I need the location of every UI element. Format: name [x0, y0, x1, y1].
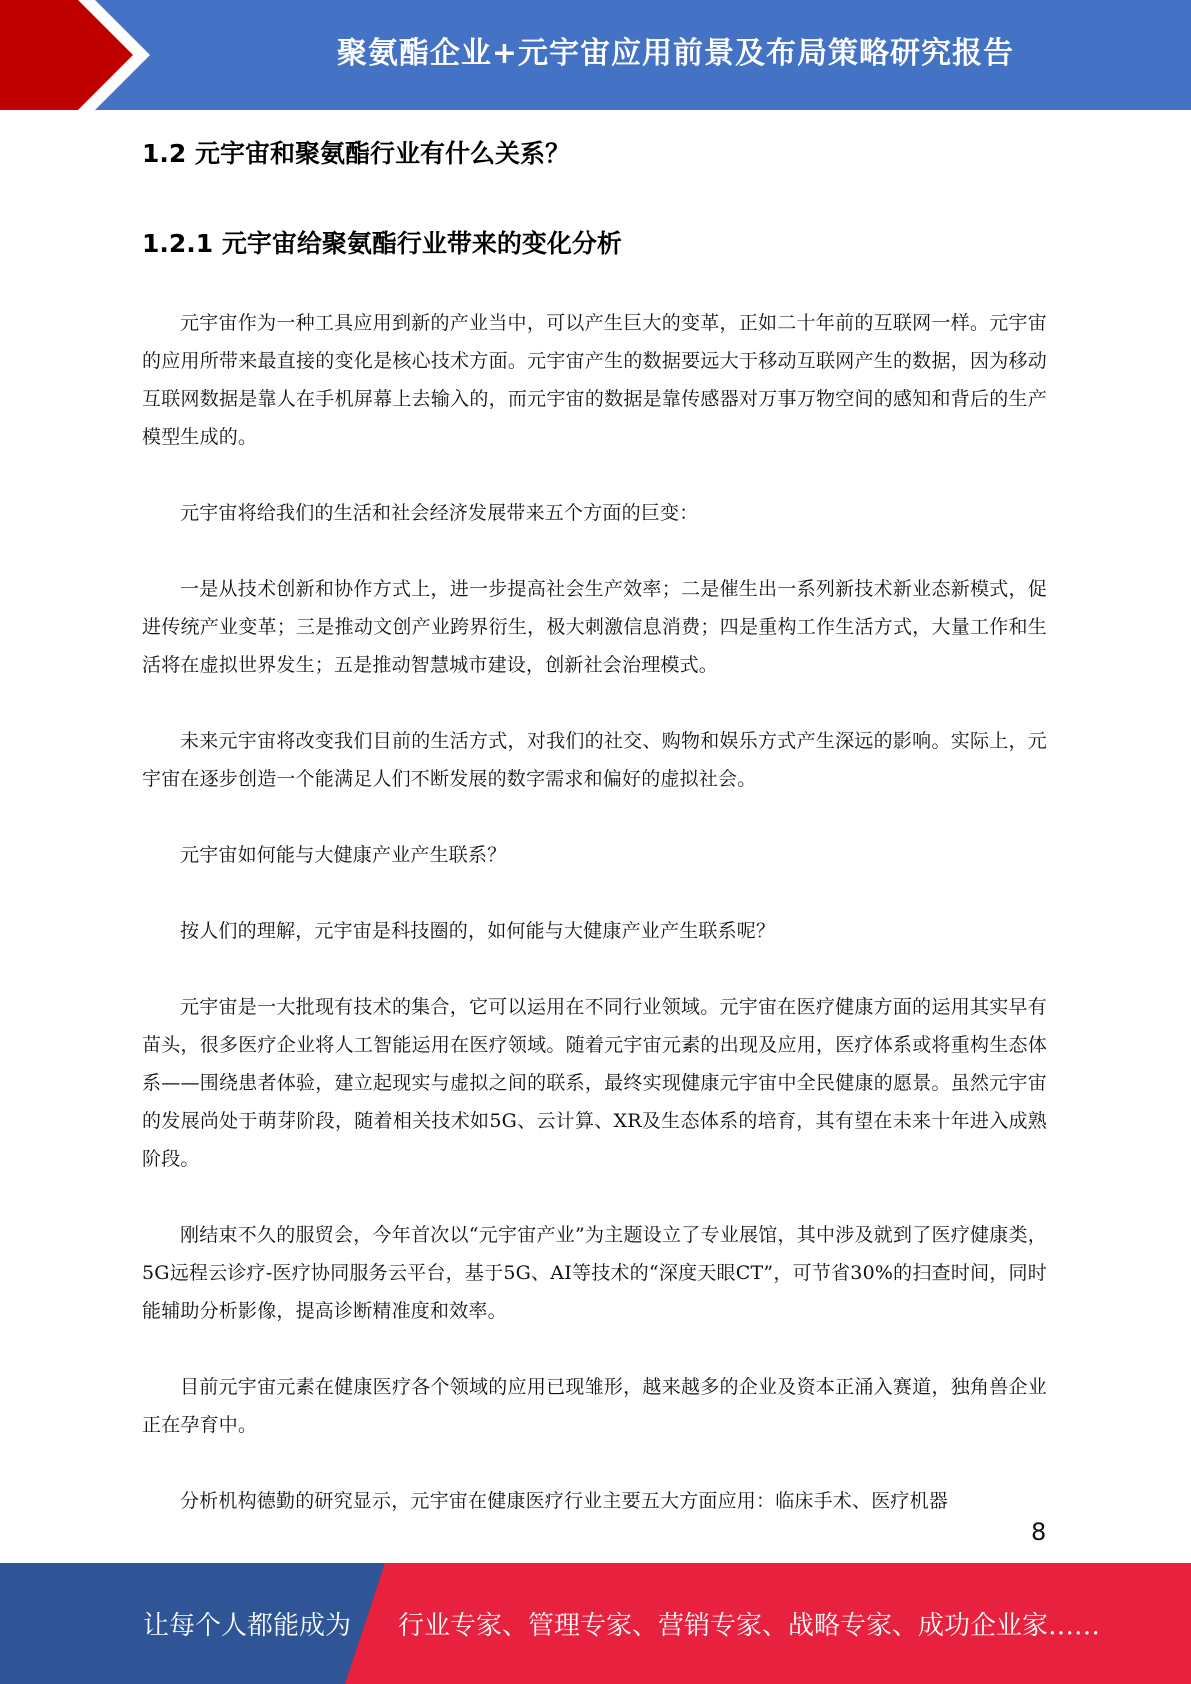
page-header [0, 0, 1191, 110]
report-title: 聚氨酯企业+元宇宙应用前景及布局策略研究报告 [336, 36, 1015, 71]
paragraph: 分析机构德勤的研究显示，元宇宙在健康医疗行业主要五大方面应用：临床手术、医疗机器 [180, 1490, 949, 1512]
footer-slogan-right: 行业专家、管理专家、营销专家、战略专家、成功企业家…… [398, 1611, 1101, 1641]
paragraph: 刚结束不久的服贸会，今年首次以“元宇宙产业”为主题设立了专业展馆，其中涉及就到了医疗健康类，5G远程云诊疗-医疗协同服务云平台，基于5G、AI等技术的“深度天眼CT”，可节省30%的扫查时间，同时能辅助分析影像，提高诊断精准度和效率。 [142, 1224, 1047, 1322]
page-footer [0, 1563, 1191, 1684]
page-number: 8 [1031, 1518, 1047, 1546]
section-heading: 1.2 元宇宙和聚氨酯行业有什么关系？ [142, 139, 570, 168]
header-arrow-icon [0, 0, 160, 110]
paragraph: 目前元宇宙元素在健康医疗各个领域的应用已现雏形，越来越多的企业及资本正涌入赛道，独角兽企业正在孕育中。 [142, 1376, 1047, 1436]
paragraph: 元宇宙如何能与大健康产业产生联系？ [180, 844, 507, 866]
paragraph: 按人们的理解，元宇宙是科技圈的，如何能与大健康产业产生联系呢？ [180, 920, 776, 942]
paragraph: 元宇宙将给我们的生活和社会经济发展带来五个方面的巨变： [180, 502, 699, 524]
paragraph: 未来元宇宙将改变我们目前的生活方式，对我们的社交、购物和娱乐方式产生深远的影响。实际上，元宇宙在逐步创造一个能满足人们不断发展的数字需求和偏好的虚拟社会。 [142, 730, 1047, 790]
body-text [142, 304, 1047, 1558]
paragraph: 元宇宙作为一种工具应用到新的产业当中，可以产生巨大的变革，正如二十年前的互联网一样。元宇宙的应用所带来最直接的变化是核心技术方面。元宇宙产生的数据要远大于移动互联网产生的数据，因为移动互联网数据是靠人在手机屏幕上去输入的，而元宇宙的数据是靠传感器对万事万物空间的感知和背后的生产模型生成的。 [142, 312, 1047, 448]
paragraph: 元宇宙是一大批现有技术的集合，它可以运用在不同行业领域。元宇宙在医疗健康方面的运用其实早有苗头，很多医疗企业将人工智能运用在医疗领域。随着元宇宙元素的出现及应用，医疗体系或将重构生态体系——围绕患者体验，建立起现实与虚拟之间的联系，最终实现健康元宇宙中全民健康的愿景。虽然元宇宙的发展尚处于萌芽阶段，随着相关技术如5G、云计算、XR及生态体系的培育，其有望在未来十年进入成熟阶段。 [142, 996, 1047, 1170]
footer-slogan-left: 让每个人都能成为 [143, 1611, 352, 1641]
subsection-heading: 1.2.1 元宇宙给聚氨酯行业带来的变化分析 [142, 229, 622, 258]
paragraph: 一是从技术创新和协作方式上，进一步提高社会生产效率；二是催生出一系列新技术新业态新模式，促进传统产业变革；三是推动文创产业跨界衍生，极大刺激信息消费；四是重构工作生活方式，大量工作和生活将在虚拟世界发生；五是推动智慧城市建设，创新社会治理模式。 [142, 578, 1047, 676]
